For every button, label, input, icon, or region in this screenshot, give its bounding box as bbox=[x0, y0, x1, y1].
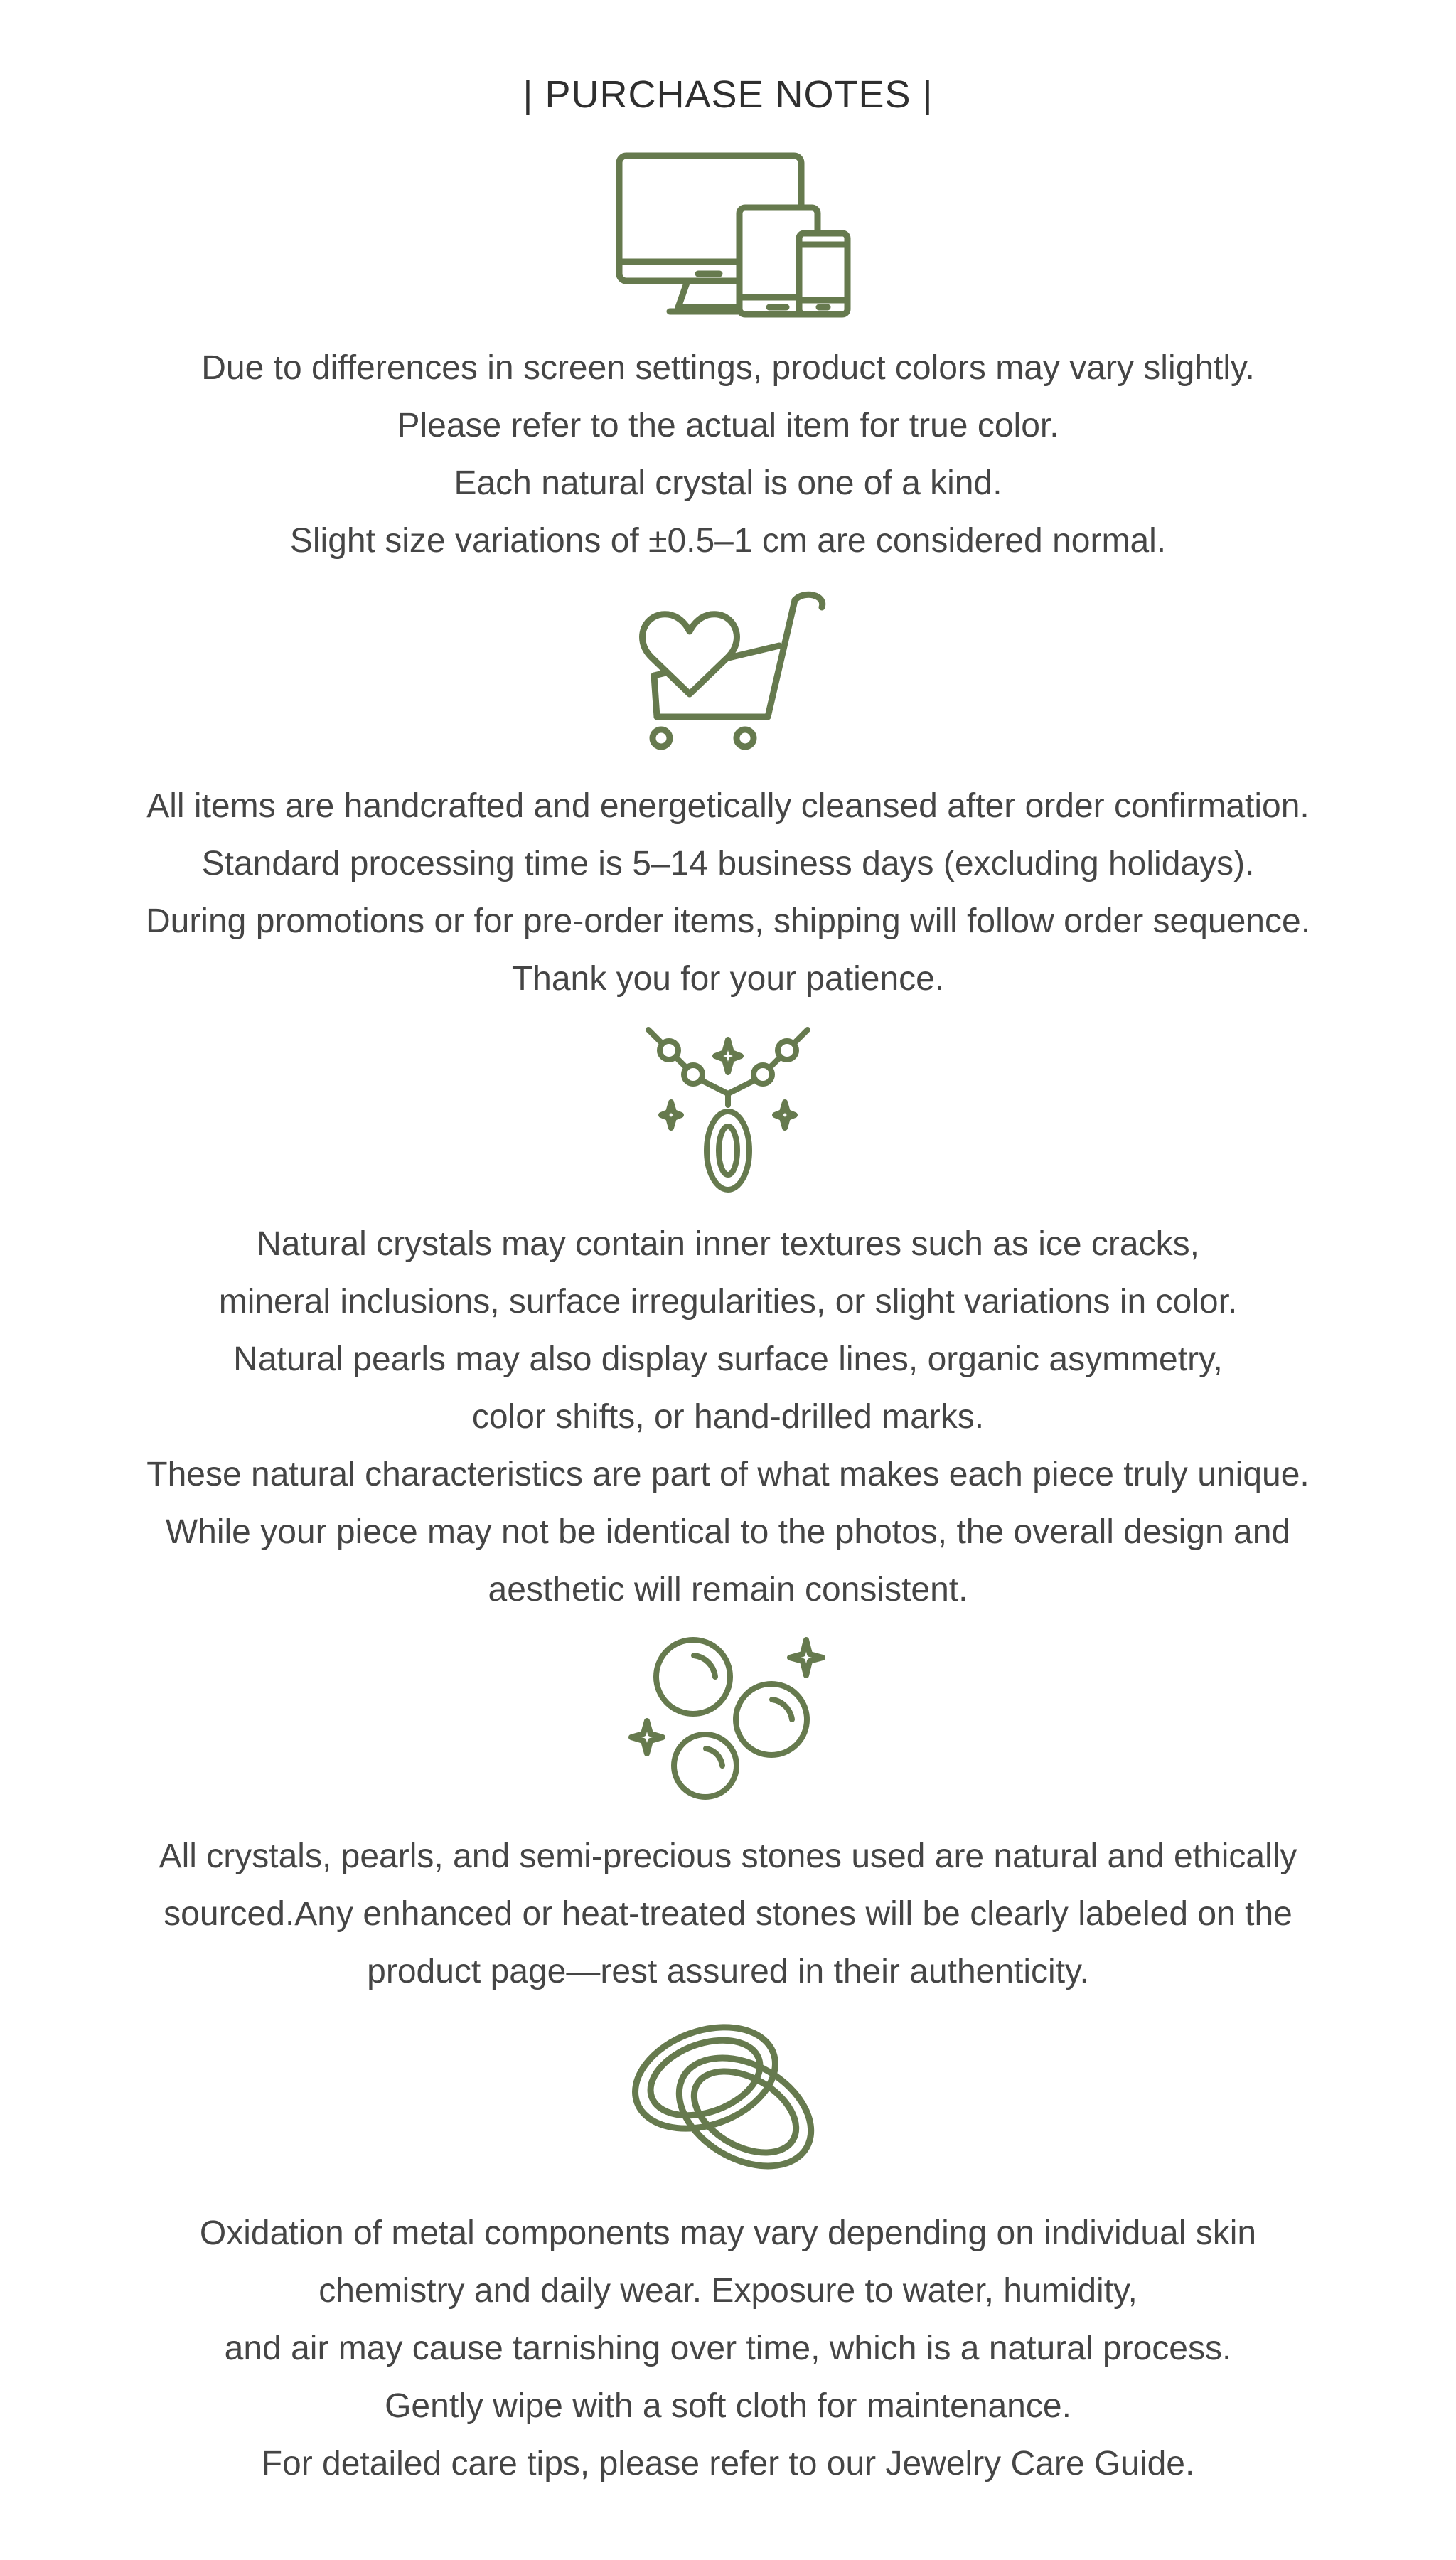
text-line: Natural crystals may contain inner textures such as ice cracks, bbox=[257, 1225, 1199, 1263]
text-line: aesthetic will remain consistent. bbox=[488, 1571, 968, 1609]
section-text-sourcing bbox=[0, 1828, 1456, 2000]
section-text-characteristics bbox=[0, 1215, 1456, 1618]
heart-cart-icon bbox=[633, 590, 832, 754]
text-line: mineral inclusions, surface irregularities, or slight variations in color. bbox=[218, 1283, 1238, 1321]
text-line: sourced.Any enhanced or heat-treated stones will be clearly labeled on the bbox=[164, 1895, 1292, 1933]
text-line: Standard processing time is 5–14 business days (excluding holidays). bbox=[201, 845, 1255, 882]
rings-icon bbox=[626, 2020, 828, 2172]
text-line: While your piece may not be identical to the photos, the overall design and bbox=[165, 1513, 1291, 1551]
text-line: All crystals, pearls, and semi-precious stones used are natural and ethically bbox=[159, 1838, 1297, 1875]
text-line: Please refer to the actual item for true color. bbox=[397, 407, 1059, 444]
section-text-processing bbox=[0, 777, 1456, 1008]
text-line: During promotions or for pre-order items, shipping will follow order sequence. bbox=[145, 902, 1311, 940]
text-line: and air may cause tarnishing over time, which is a natural process. bbox=[224, 2330, 1232, 2367]
text-line: Each natural crystal is one of a kind. bbox=[454, 464, 1002, 502]
text-line: Due to differences in screen settings, product colors may vary slightly. bbox=[201, 349, 1255, 387]
text-line: For detailed care tips, please refer to our Jewelry Care Guide. bbox=[261, 2445, 1195, 2482]
text-line: Oxidation of metal components may vary depending on individual skin bbox=[199, 2214, 1257, 2252]
text-line: All items are handcrafted and energetically cleansed after order confirmation. bbox=[146, 787, 1310, 825]
pearls-icon bbox=[626, 1633, 832, 1810]
text-line: Natural pearls may also display surface lines, organic asymmetry, bbox=[233, 1340, 1223, 1378]
text-line: Thank you for your patience. bbox=[511, 960, 945, 998]
section-text-colors bbox=[0, 339, 1456, 570]
page-title: | PURCHASE NOTES | bbox=[523, 73, 933, 116]
text-line: These natural characteristics are part of what makes each piece truly unique. bbox=[146, 1456, 1310, 1493]
text-line: product page—rest assured in their authenticity. bbox=[367, 1953, 1089, 1990]
text-line: chemistry and daily wear. Exposure to water, humidity, bbox=[318, 2272, 1138, 2310]
section-text-care bbox=[0, 2204, 1456, 2492]
devices-icon bbox=[613, 149, 855, 320]
necklace-icon bbox=[643, 1024, 813, 1195]
text-line: color shifts, or hand-drilled marks. bbox=[471, 1398, 985, 1436]
text-line: Slight size variations of ±0.5–1 cm are considered normal. bbox=[289, 522, 1167, 560]
text-line: Gently wipe with a soft cloth for maintenance. bbox=[385, 2387, 1071, 2425]
